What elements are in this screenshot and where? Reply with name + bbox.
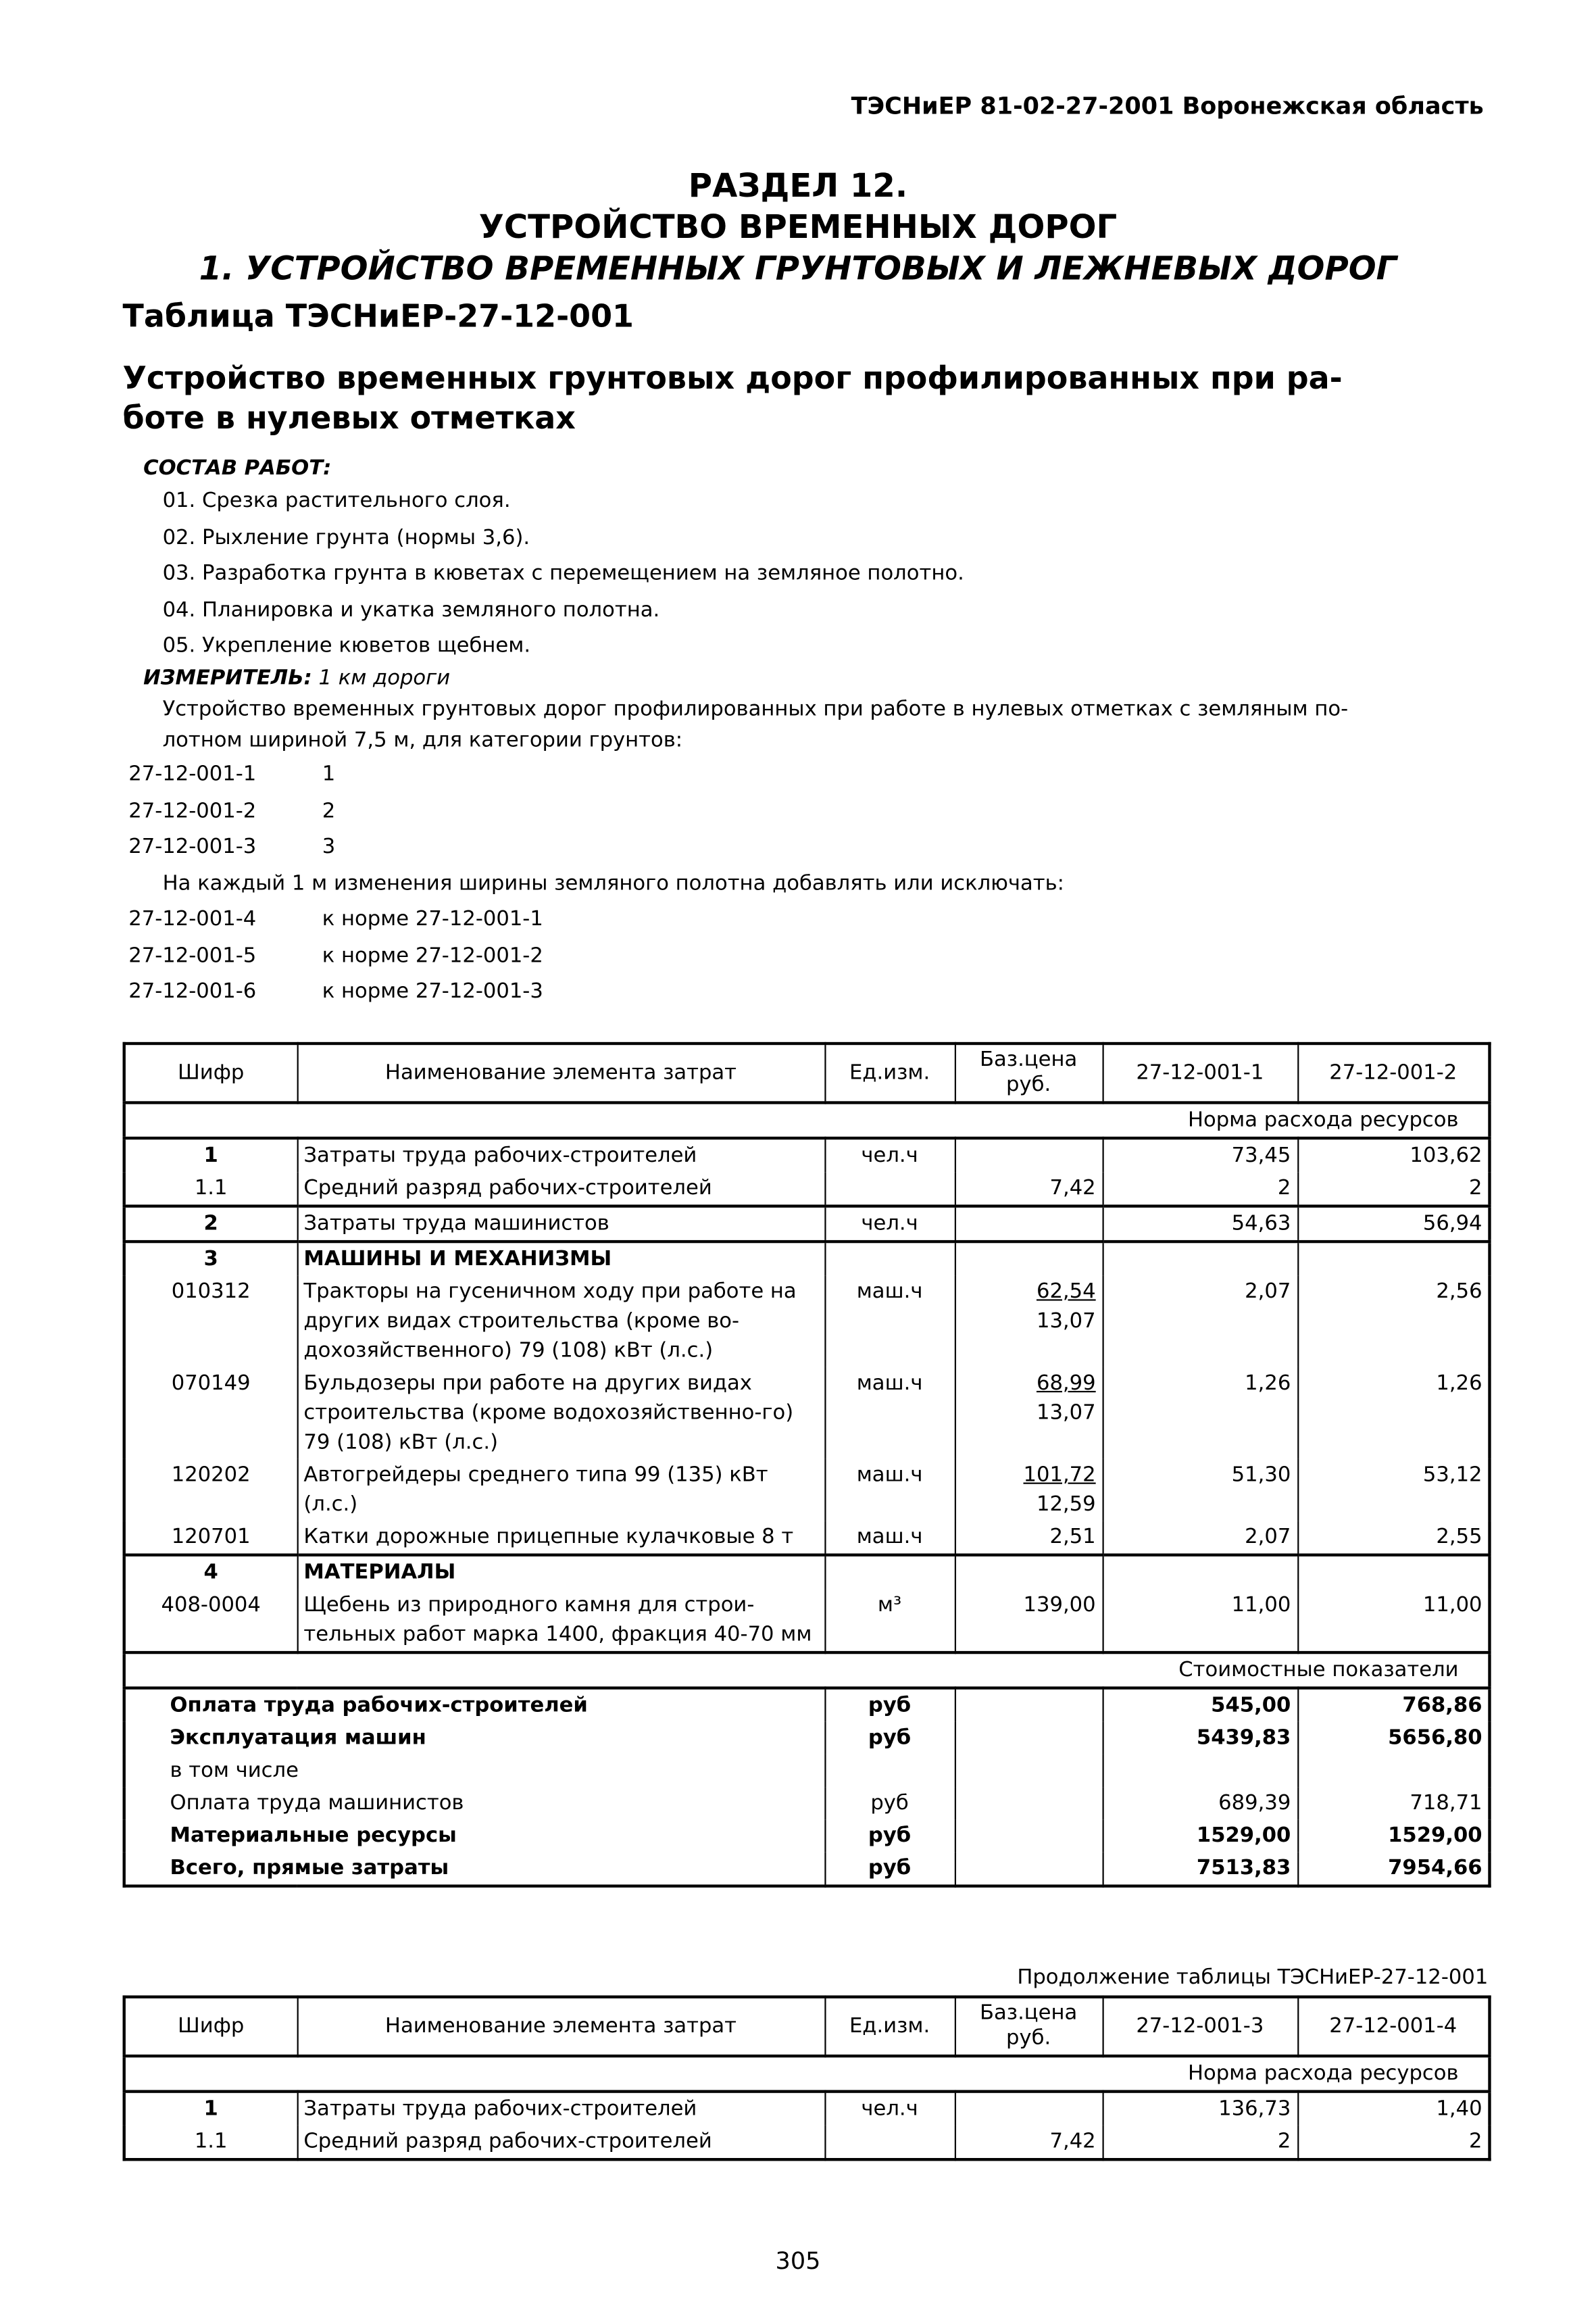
row-value-2 bbox=[1297, 1242, 1489, 1275]
row-value-1: 54,63 bbox=[1103, 1206, 1298, 1242]
row-name: МАШИНЫ И МЕХАНИЗМЫ bbox=[297, 1242, 825, 1275]
row-code: 010312 bbox=[124, 1275, 297, 1367]
band-label: Норма расхода ресурсов bbox=[124, 2056, 1490, 2091]
row-code: 1 bbox=[124, 2092, 297, 2126]
row-unit bbox=[824, 1172, 954, 1206]
row-value-2 bbox=[1297, 1555, 1489, 1589]
cost-value-2: 718,71 bbox=[1297, 1787, 1489, 1819]
table-header-row bbox=[124, 1044, 1490, 1102]
row-price bbox=[955, 1206, 1103, 1242]
row-value-2: 2,56 bbox=[1297, 1275, 1489, 1367]
note: На каждый 1 м изменения ширины земляного полотна добавлять или исключать: bbox=[162, 872, 1064, 896]
column-header: Ед.изм. bbox=[824, 1997, 954, 2056]
cost-name: Всего, прямые затраты bbox=[124, 1852, 825, 1886]
price-value: 68,99 bbox=[1036, 1371, 1096, 1396]
table-row bbox=[124, 1172, 1490, 1206]
row-unit: чел.ч bbox=[824, 1138, 954, 1172]
cost-value-1: 7513,83 bbox=[1103, 1852, 1298, 1886]
row-value-1: 11,00 bbox=[1103, 1589, 1298, 1652]
row-unit: чел.ч bbox=[824, 2092, 954, 2126]
cost-price bbox=[955, 1688, 1103, 1722]
band-label: Норма расхода ресурсов bbox=[124, 1103, 1490, 1138]
row-name: Затраты труда рабочих-строителей bbox=[297, 1138, 825, 1172]
norm-code: 27-12-001-5 bbox=[128, 943, 257, 968]
table-label: Таблица ТЭСНиЕР-27-12-001 bbox=[122, 298, 634, 335]
continuation-caption: Продолжение таблицы ТЭСНиЕР-27-12-001 bbox=[1017, 1965, 1489, 1990]
cost-value-1: 545,00 bbox=[1103, 1688, 1298, 1722]
cost-row bbox=[124, 1852, 1490, 1886]
cost-unit bbox=[824, 1755, 954, 1787]
cost-value-1 bbox=[1103, 1755, 1298, 1787]
cost-price bbox=[955, 1722, 1103, 1755]
row-unit bbox=[824, 2126, 954, 2159]
cost-unit: руб bbox=[824, 1819, 954, 1852]
row-unit bbox=[824, 1242, 954, 1275]
cost-name: в том числе bbox=[124, 1755, 825, 1787]
row-value-1: 136,73 bbox=[1103, 2092, 1298, 2126]
row-value-2: 2 bbox=[1297, 1172, 1489, 1206]
table-row bbox=[124, 2092, 1490, 2126]
band-row bbox=[124, 1652, 1490, 1688]
row-value-2: 2,55 bbox=[1297, 1521, 1489, 1554]
section-number: РАЗДЕЛ 12. bbox=[688, 168, 908, 205]
table-row bbox=[124, 1589, 1490, 1652]
row-code: 120701 bbox=[124, 1521, 297, 1554]
row-code: 1.1 bbox=[124, 1172, 297, 1206]
row-unit bbox=[824, 1555, 954, 1589]
band-row bbox=[124, 2056, 1490, 2091]
price-value: 7,42 bbox=[1049, 2130, 1096, 2154]
column-header: Баз.цена руб. bbox=[955, 1997, 1103, 2056]
row-code: 1.1 bbox=[124, 2126, 297, 2159]
row-code: 3 bbox=[124, 1242, 297, 1275]
row-name: Катки дорожные прицепные кулачковые 8 т bbox=[297, 1521, 825, 1554]
norm-code: 27-12-001-3 bbox=[128, 835, 257, 859]
row-unit: маш.ч bbox=[824, 1521, 954, 1554]
row-name: Тракторы на гусеничном ходу при работе на других видах строительства (кроме во-дохозяйственного) 79 (108) кВт (л.с.) bbox=[297, 1275, 825, 1367]
cost-value-1: 5439,83 bbox=[1103, 1722, 1298, 1755]
work-item: 05. Укрепление кюветов щебнем. bbox=[162, 634, 531, 658]
cost-value-1: 689,39 bbox=[1103, 1787, 1298, 1819]
column-header: Наименование элемента затрат bbox=[297, 1044, 825, 1102]
cost-row bbox=[124, 1755, 1490, 1787]
row-name: Затраты труда рабочих-строителей bbox=[297, 2092, 825, 2126]
column-header: Шифр bbox=[124, 1044, 297, 1102]
row-value-1: 1,26 bbox=[1103, 1367, 1298, 1459]
column-header: 27-12-001-1 bbox=[1103, 1044, 1298, 1102]
row-name: Средний разряд рабочих-строителей bbox=[297, 2126, 825, 2159]
row-value-1: 2 bbox=[1103, 1172, 1298, 1206]
table-row bbox=[124, 1242, 1490, 1275]
table-row bbox=[124, 1555, 1490, 1589]
row-price bbox=[955, 1172, 1103, 1206]
row-code: 070149 bbox=[124, 1367, 297, 1459]
work-item: 02. Рыхление грунта (нормы 3,6). bbox=[162, 525, 530, 549]
column-header: Баз.цена руб. bbox=[955, 1044, 1103, 1102]
measure-label: ИЗМЕРИТЕЛЬ: bbox=[143, 666, 312, 691]
row-price bbox=[955, 1138, 1103, 1172]
row-price bbox=[955, 1242, 1103, 1275]
table-row bbox=[124, 1459, 1490, 1521]
price-machinist-wage: 12,59 bbox=[1036, 1492, 1096, 1517]
cost-unit: руб bbox=[824, 1852, 954, 1886]
row-price bbox=[955, 1555, 1103, 1589]
row-value-2: 56,94 bbox=[1297, 1206, 1489, 1242]
table-row bbox=[124, 1138, 1490, 1172]
row-price bbox=[955, 1521, 1103, 1554]
row-value-1: 2 bbox=[1103, 2126, 1298, 2159]
cost-price bbox=[955, 1755, 1103, 1787]
work-item: 01. Срезка растительного слоя. bbox=[162, 489, 511, 513]
cost-name: Оплата труда рабочих-строителей bbox=[124, 1688, 825, 1722]
resource-table bbox=[123, 1042, 1491, 1888]
norm-description: к норме 27-12-001-3 bbox=[322, 979, 543, 1004]
table-row bbox=[124, 1521, 1490, 1554]
norm-description: к норме 27-12-001-1 bbox=[322, 907, 543, 931]
row-value-1: 2,07 bbox=[1103, 1275, 1298, 1367]
row-value-2: 1,26 bbox=[1297, 1367, 1489, 1459]
price-value: 7,42 bbox=[1049, 1176, 1096, 1200]
table-row bbox=[124, 2126, 1490, 2159]
price-value: 2,51 bbox=[1049, 1525, 1096, 1549]
row-unit: чел.ч bbox=[824, 1206, 954, 1242]
row-code: 1 bbox=[124, 1138, 297, 1172]
norm-description: 1 bbox=[322, 762, 336, 787]
row-name: МАТЕРИАЛЫ bbox=[297, 1555, 825, 1589]
norm-code: 27-12-001-4 bbox=[128, 907, 257, 931]
norm-code: 27-12-001-6 bbox=[128, 979, 257, 1004]
cost-value-1: 1529,00 bbox=[1103, 1819, 1298, 1852]
price-value: 139,00 bbox=[1023, 1593, 1096, 1617]
norm-description: 2 bbox=[322, 799, 336, 823]
row-code: 2 bbox=[124, 1206, 297, 1242]
cost-name: Оплата труда машинистов bbox=[124, 1787, 825, 1819]
subsection-title: 1. УСТРОЙСТВО ВРЕМЕННЫХ ГРУНТОВЫХ И ЛЕЖНЕВЫХ ДОРОГ bbox=[199, 251, 1397, 289]
row-value-2: 103,62 bbox=[1297, 1138, 1489, 1172]
row-value-2: 2 bbox=[1297, 2126, 1489, 2159]
column-header: Шифр bbox=[124, 1997, 297, 2056]
cost-value-2 bbox=[1297, 1755, 1489, 1787]
column-header: 27-12-001-3 bbox=[1103, 1997, 1298, 2056]
table-heading-line2: боте в нулевых отметках bbox=[122, 400, 576, 437]
cost-name: Эксплуатация машин bbox=[124, 1722, 825, 1755]
description-line1: Устройство временных грунтовых дорог профилированных при работе в нулевых отметках с земляным по- bbox=[162, 697, 1349, 722]
resource-table-continued bbox=[123, 1995, 1491, 2161]
row-unit: м³ bbox=[824, 1589, 954, 1652]
band-row bbox=[124, 1103, 1490, 1138]
row-name: Затраты труда машинистов bbox=[297, 1206, 825, 1242]
table-row bbox=[124, 1367, 1490, 1459]
page-number: 305 bbox=[775, 2247, 821, 2275]
band-label: Стоимостные показатели bbox=[124, 1652, 1490, 1688]
cost-value-2: 7954,66 bbox=[1297, 1852, 1489, 1886]
table-row bbox=[124, 1275, 1490, 1367]
row-value-2: 53,12 bbox=[1297, 1459, 1489, 1521]
cost-row bbox=[124, 1819, 1490, 1852]
row-value-1: 51,30 bbox=[1103, 1459, 1298, 1521]
running-header: ТЭСНиЕР 81-02-27-2001 Воронежская область bbox=[851, 91, 1484, 120]
norm-description: к норме 27-12-001-2 bbox=[322, 943, 543, 968]
cost-price bbox=[955, 1787, 1103, 1819]
row-price bbox=[955, 1275, 1103, 1367]
table-row bbox=[124, 1206, 1490, 1242]
row-price bbox=[955, 2092, 1103, 2126]
cost-value-2: 5656,80 bbox=[1297, 1722, 1489, 1755]
norm-code: 27-12-001-2 bbox=[128, 799, 257, 823]
price-machinist-wage: 13,07 bbox=[1036, 1309, 1096, 1333]
column-header: 27-12-001-4 bbox=[1297, 1997, 1489, 2056]
row-name: Щебень из природного камня для строи-тельных работ марка 1400, фракция 40-70 мм bbox=[297, 1589, 825, 1652]
cost-price bbox=[955, 1852, 1103, 1886]
row-price bbox=[955, 1589, 1103, 1652]
row-name: Бульдозеры при работе на других видах строительства (кроме водохозяйственно-го) 79 (108) кВт (л.с.) bbox=[297, 1367, 825, 1459]
description-line2: лотном шириной 7,5 м, для категории грунтов: bbox=[162, 729, 683, 753]
cost-unit: руб bbox=[824, 1688, 954, 1722]
row-price bbox=[955, 1459, 1103, 1521]
column-header: Ед.изм. bbox=[824, 1044, 954, 1102]
row-value-2: 1,40 bbox=[1297, 2092, 1489, 2126]
cost-name: Материальные ресурсы bbox=[124, 1819, 825, 1852]
row-unit: маш.ч bbox=[824, 1367, 954, 1459]
column-header: 27-12-001-2 bbox=[1297, 1044, 1489, 1102]
cost-price bbox=[955, 1819, 1103, 1852]
norm-code: 27-12-001-1 bbox=[128, 762, 257, 787]
work-item: 03. Разработка грунта в кюветах с перемещением на земляное полотно. bbox=[162, 562, 964, 586]
row-value-1 bbox=[1103, 1242, 1298, 1275]
work-item: 04. Планировка и укатка земляного полотна. bbox=[162, 597, 660, 622]
column-header: Наименование элемента затрат bbox=[297, 1997, 825, 2056]
cost-row bbox=[124, 1688, 1490, 1722]
row-value-2: 11,00 bbox=[1297, 1589, 1489, 1652]
row-unit: маш.ч bbox=[824, 1275, 954, 1367]
row-value-1 bbox=[1103, 1555, 1298, 1589]
cost-value-2: 1529,00 bbox=[1297, 1819, 1489, 1852]
row-unit: маш.ч bbox=[824, 1459, 954, 1521]
measure-value: 1 км дороги bbox=[318, 666, 451, 691]
row-value-1: 2,07 bbox=[1103, 1521, 1298, 1554]
row-value-1: 73,45 bbox=[1103, 1138, 1298, 1172]
norm-description: 3 bbox=[322, 835, 336, 859]
price-value: 62,54 bbox=[1036, 1279, 1096, 1304]
price-value: 101,72 bbox=[1023, 1463, 1096, 1488]
price-machinist-wage: 13,07 bbox=[1036, 1401, 1096, 1425]
cost-row bbox=[124, 1787, 1490, 1819]
row-name: Средний разряд рабочих-строителей bbox=[297, 1172, 825, 1206]
section-title: УСТРОЙСТВО ВРЕМЕННЫХ ДОРОГ bbox=[478, 210, 1118, 247]
row-code: 408-0004 bbox=[124, 1589, 297, 1652]
cost-row bbox=[124, 1722, 1490, 1755]
work-composition-label: СОСТАВ РАБОТ: bbox=[143, 456, 332, 481]
row-code: 120202 bbox=[124, 1459, 297, 1521]
row-code: 4 bbox=[124, 1555, 297, 1589]
cost-unit: руб bbox=[824, 1787, 954, 1819]
cost-unit: руб bbox=[824, 1722, 954, 1755]
row-name: Автогрейдеры среднего типа 99 (135) кВт (л.с.) bbox=[297, 1459, 825, 1521]
cost-value-2: 768,86 bbox=[1297, 1688, 1489, 1722]
row-price bbox=[955, 2126, 1103, 2159]
row-price bbox=[955, 1367, 1103, 1459]
table-header-row bbox=[124, 1997, 1490, 2056]
table-heading-line1: Устройство временных грунтовых дорог профилированных при ра- bbox=[122, 360, 1343, 397]
